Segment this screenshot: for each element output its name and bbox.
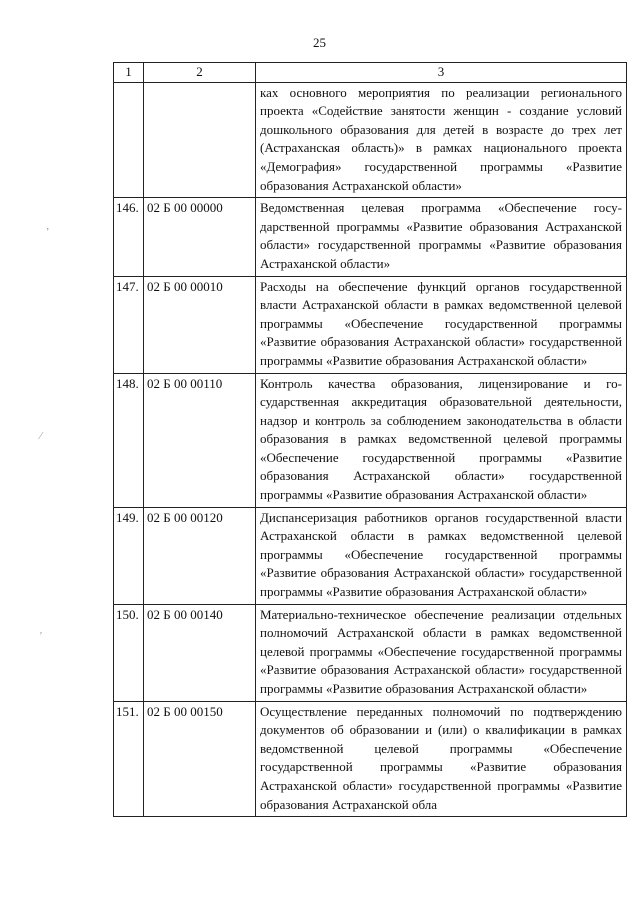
scan-artifact-mark: ⁄ [40,431,42,442]
row-number-cell: 151. [114,701,144,817]
row-code-cell: 02 Б 00 00010 [144,276,256,373]
row-description-cell: Осуществление переданных полномочий по подтверждению документов об образовании и (или) о квалификации в рамках ведомственной целевой программы «Обеспечение государственной программы «Развитие образования Астраханской области» государственной программы «Развитие образования Астраханской обла [256,701,627,817]
row-number-cell: 150. [114,604,144,701]
table-row [114,701,627,817]
row-code-cell: 02 Б 00 00000 [144,198,256,276]
table-row [114,373,627,507]
row-code-cell [144,82,256,198]
row-number-cell: 148. [114,373,144,507]
row-code-cell: 02 Б 00 00110 [144,373,256,507]
row-number-cell [114,82,144,198]
row-description-cell: Материально-техническое обеспечение реализации отдельных полномочий Астраханской области в рамках ведомственной целевой программы «Обеспечение государственной программы «Развитие образования Астраханской области» государственной программы «Развитие образования Астраханской области» [256,604,627,701]
page-number: 25 [313,35,326,50]
scan-artifact-mark: ’ [46,227,50,238]
column-header-code: 2 [144,63,256,83]
row-number-cell: 146. [114,198,144,276]
row-description-cell: Контроль качества образования, лицензирование и государственная аккредитация образовательной деятельности, надзор и контроль за соблюдением законодательства в области образования в рамках ведомственной целевой программы «Обеспечение государственной программы «Развитие образования Астраханской области» государственной программы «Развитие образования Астраханской области» [256,373,627,507]
column-header-description: 3 [256,63,627,83]
row-description-cell: Ведомственная целевая программа «Обеспечение государственной программы «Развитие образования Астраханской области» государственной программы «Развитие образования Астраханской области» [256,198,627,276]
table-row [114,198,627,276]
row-number-cell: 147. [114,276,144,373]
row-code-cell: 02 Б 00 00150 [144,701,256,817]
row-description-cell: Диспансеризация работников органов государственной власти Астраханской области в рамках ведомственной целевой программы «Обеспечение государственной программы «Развитие образования Астраханской области» государственной программы «Развитие образования Астраханской области» [256,507,627,604]
table-row [114,82,627,198]
row-description-cell: Расходы на обеспечение функций органов государственной власти Астраханской области в рамках ведомственной целевой программы «Обеспечение государственной программы «Развитие образования Астраханской области» государственной программы «Развитие образования Астраханской области» [256,276,627,373]
row-description-cell: ках основного мероприятия по реализации регионального проекта «Содействие занятости женщин - создание условий дошкольного образования для детей в возрасте до трех лет (Астраханская область)» в рамках национального проекта «Демография» государственной программы «Развитие образования Астраханской области» [256,82,627,198]
column-header-number: 1 [114,63,144,83]
table-row [114,604,627,701]
table-row [114,276,627,373]
registry-table [113,62,627,817]
scan-artifact-mark: ′ [40,631,43,642]
row-code-cell: 02 Б 00 00120 [144,507,256,604]
row-code-cell: 02 Б 00 00140 [144,604,256,701]
table-header-row [114,63,627,83]
row-number-cell: 149. [114,507,144,604]
table-row [114,507,627,604]
